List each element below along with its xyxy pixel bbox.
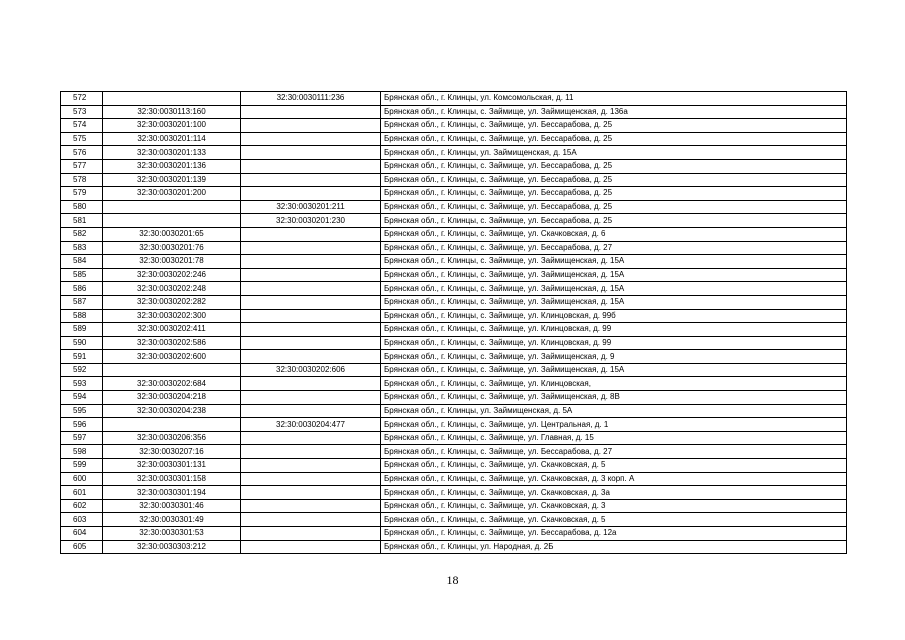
cadastral-number-alt-cell xyxy=(241,377,381,391)
cadastral-number-cell: 32:30:0030301:49 xyxy=(103,513,241,527)
cadastral-number-alt-cell: 32:30:0030204:477 xyxy=(241,418,381,432)
row-number-cell: 589 xyxy=(61,323,103,337)
cadastral-number-cell: 32:30:0030201:133 xyxy=(103,146,241,160)
cadastral-number-cell xyxy=(103,200,241,214)
cadastral-number-alt-cell xyxy=(241,431,381,445)
cadastral-number-cell: 32:30:0030201:65 xyxy=(103,227,241,241)
address-cell: Брянская обл., г. Клинцы, с. Займище, ул. Бессарабова, д. 25 xyxy=(381,214,847,228)
cadastral-number-cell: 32:30:0030202:246 xyxy=(103,268,241,282)
row-number-cell: 598 xyxy=(61,445,103,459)
row-number-cell: 573 xyxy=(61,105,103,119)
address-cell: Брянская обл., г. Клинцы, с. Займище, ул. Бессарабова, д. 25 xyxy=(381,173,847,187)
row-number-cell: 587 xyxy=(61,295,103,309)
row-number-cell: 600 xyxy=(61,472,103,486)
cadastral-number-cell: 32:30:0030201:76 xyxy=(103,241,241,255)
row-number-cell: 580 xyxy=(61,200,103,214)
cadastral-number-alt-cell xyxy=(241,486,381,500)
cadastral-number-cell: 32:30:0030204:218 xyxy=(103,391,241,405)
table-row xyxy=(61,159,847,173)
page-number: 18 xyxy=(446,573,459,587)
table-row xyxy=(61,241,847,255)
cadastral-number-cell: 32:30:0030204:238 xyxy=(103,404,241,418)
address-cell: Брянская обл., г. Клинцы, с. Займище, ул. Бессарабова, д. 12а xyxy=(381,527,847,541)
cadastral-number-cell: 32:30:0030301:131 xyxy=(103,459,241,473)
cadastral-number-alt-cell xyxy=(241,105,381,119)
cadastral-number-cell: 32:30:0030201:78 xyxy=(103,255,241,269)
table-row xyxy=(61,499,847,513)
cadastral-number-cell: 32:30:0030201:136 xyxy=(103,159,241,173)
table-row xyxy=(61,214,847,228)
row-number-cell: 584 xyxy=(61,255,103,269)
cadastral-number-alt-cell xyxy=(241,159,381,173)
table-row xyxy=(61,336,847,350)
address-cell: Брянская обл., г. Клинцы, с. Займище, ул. Бессарабова, д. 25 xyxy=(381,200,847,214)
table-row xyxy=(61,255,847,269)
table-row xyxy=(61,513,847,527)
address-cell: Брянская обл., г. Клинцы, с. Займище, ул. Бессарабова, д. 27 xyxy=(381,241,847,255)
cadastral-number-alt-cell xyxy=(241,146,381,160)
row-number-cell: 601 xyxy=(61,486,103,500)
table-row xyxy=(61,486,847,500)
row-number-cell: 572 xyxy=(61,92,103,106)
row-number-cell: 575 xyxy=(61,132,103,146)
cadastral-number-alt-cell xyxy=(241,309,381,323)
cadastral-number-cell: 32:30:0030201:100 xyxy=(103,119,241,133)
table-row xyxy=(61,92,847,106)
address-cell: Брянская обл., г. Клинцы, с. Займище, ул. Скачковская, д. 3а xyxy=(381,486,847,500)
row-number-cell: 586 xyxy=(61,282,103,296)
table-row xyxy=(61,200,847,214)
address-cell: Брянская обл., г. Клинцы, с. Займище, ул. Клинцовская, xyxy=(381,377,847,391)
row-number-cell: 583 xyxy=(61,241,103,255)
cadastral-number-alt-cell xyxy=(241,132,381,146)
address-cell: Брянская обл., г. Клинцы, с. Займище, ул. Клинцовская, д. 99 xyxy=(381,323,847,337)
row-number-cell: 597 xyxy=(61,431,103,445)
table-row xyxy=(61,418,847,432)
cadastral-number-alt-cell xyxy=(241,255,381,269)
cadastral-number-cell: 32:30:0030202:684 xyxy=(103,377,241,391)
cadastral-number-alt-cell xyxy=(241,119,381,133)
cadastral-number-cell xyxy=(103,418,241,432)
cadastral-number-alt-cell xyxy=(241,295,381,309)
address-cell: Брянская обл., г. Клинцы, с. Займище, ул. Займищенская, д. 8В xyxy=(381,391,847,405)
cadastral-number-cell: 32:30:0030113:160 xyxy=(103,105,241,119)
table-row xyxy=(61,323,847,337)
table-row xyxy=(61,350,847,364)
address-cell: Брянская обл., г. Клинцы, с. Займище, ул. Бессарабова, д. 25 xyxy=(381,132,847,146)
cadastral-number-alt-cell xyxy=(241,268,381,282)
cadastral-number-cell: 32:30:0030301:194 xyxy=(103,486,241,500)
table-row xyxy=(61,431,847,445)
row-number-cell: 582 xyxy=(61,227,103,241)
table-row xyxy=(61,105,847,119)
cadastral-number-cell: 32:30:0030202:300 xyxy=(103,309,241,323)
table-row xyxy=(61,187,847,201)
address-cell: Брянская обл., г. Клинцы, с. Займище, ул. Займищенская, д. 136а xyxy=(381,105,847,119)
row-number-cell: 602 xyxy=(61,499,103,513)
table-row xyxy=(61,391,847,405)
row-number-cell: 585 xyxy=(61,268,103,282)
address-cell: Брянская обл., г. Клинцы, с. Займище, ул. Займищенская, д. 15А xyxy=(381,268,847,282)
property-table-body xyxy=(61,92,847,554)
address-cell: Брянская обл., г. Клинцы, с. Займище, ул. Бессарабова, д. 25 xyxy=(381,187,847,201)
address-cell: Брянская обл., г. Клинцы, с. Займище, ул. Бессарабова, д. 25 xyxy=(381,119,847,133)
cadastral-number-cell: 32:30:0030202:586 xyxy=(103,336,241,350)
row-number-cell: 596 xyxy=(61,418,103,432)
address-cell: Брянская обл., г. Клинцы, с. Займище, ул. Клинцовская, д. 99б xyxy=(381,309,847,323)
address-cell: Брянская обл., г. Клинцы, с. Займище, ул. Скачковская, д. 3 корп. А xyxy=(381,472,847,486)
table-row xyxy=(61,309,847,323)
table-row xyxy=(61,119,847,133)
cadastral-number-cell: 32:30:0030206:356 xyxy=(103,431,241,445)
address-cell: Брянская обл., г. Клинцы, ул. Народная, д. 2Б xyxy=(381,540,847,554)
cadastral-number-alt-cell xyxy=(241,527,381,541)
address-cell: Брянская обл., г. Клинцы, ул. Займищенская, д. 15А xyxy=(381,146,847,160)
address-cell: Брянская обл., г. Клинцы, с. Займище, ул. Клинцовская, д. 99 xyxy=(381,336,847,350)
address-cell: Брянская обл., г. Клинцы, с. Займище, ул. Скачковская, д. 6 xyxy=(381,227,847,241)
address-cell: Брянская обл., г. Клинцы, с. Займище, ул. Скачковская, д. 5 xyxy=(381,459,847,473)
row-number-cell: 578 xyxy=(61,173,103,187)
table-row xyxy=(61,132,847,146)
address-cell: Брянская обл., г. Клинцы, с. Займище, ул. Займищенская, д. 15А xyxy=(381,282,847,296)
address-cell: Брянская обл., г. Клинцы, с. Займище, ул. Скачковская, д. 5 xyxy=(381,513,847,527)
cadastral-number-cell xyxy=(103,92,241,106)
cadastral-number-alt-cell xyxy=(241,445,381,459)
cadastral-number-alt-cell xyxy=(241,472,381,486)
cadastral-number-alt-cell xyxy=(241,227,381,241)
row-number-cell: 577 xyxy=(61,159,103,173)
cadastral-number-cell xyxy=(103,363,241,377)
address-cell: Брянская обл., г. Клинцы, с. Займище, ул. Займищенская, д. 15А xyxy=(381,255,847,269)
address-cell: Брянская обл., г. Клинцы, с. Займище, ул. Главная, д. 15 xyxy=(381,431,847,445)
cadastral-number-cell: 32:30:0030201:114 xyxy=(103,132,241,146)
cadastral-number-alt-cell xyxy=(241,513,381,527)
address-cell: Брянская обл., г. Клинцы, ул. Займищенская, д. 5А xyxy=(381,404,847,418)
row-number-cell: 576 xyxy=(61,146,103,160)
table-row xyxy=(61,227,847,241)
row-number-cell: 593 xyxy=(61,377,103,391)
row-number-cell: 603 xyxy=(61,513,103,527)
address-cell: Брянская обл., г. Клинцы, с. Займище, ул. Займищенская, д. 15А xyxy=(381,363,847,377)
cadastral-number-cell: 32:30:0030202:248 xyxy=(103,282,241,296)
address-cell: Брянская обл., г. Клинцы, с. Займище, ул. Скачковская, д. 3 xyxy=(381,499,847,513)
cadastral-number-alt-cell xyxy=(241,350,381,364)
address-cell: Брянская обл., г. Клинцы, с. Займище, ул. Займищенская, д. 15А xyxy=(381,295,847,309)
cadastral-number-alt-cell xyxy=(241,323,381,337)
cadastral-number-cell: 32:30:0030301:53 xyxy=(103,527,241,541)
cadastral-number-alt-cell xyxy=(241,404,381,418)
cadastral-number-cell: 32:30:0030303:212 xyxy=(103,540,241,554)
address-cell: Брянская обл., г. Клинцы, с. Займище, ул. Центральная, д. 1 xyxy=(381,418,847,432)
cadastral-number-cell: 32:30:0030207:16 xyxy=(103,445,241,459)
cadastral-number-alt-cell: 32:30:0030201:211 xyxy=(241,200,381,214)
table-row xyxy=(61,173,847,187)
row-number-cell: 581 xyxy=(61,214,103,228)
cadastral-number-cell: 32:30:0030202:600 xyxy=(103,350,241,364)
row-number-cell: 591 xyxy=(61,350,103,364)
cadastral-number-alt-cell: 32:30:0030111:236 xyxy=(241,92,381,106)
table-row xyxy=(61,377,847,391)
address-cell: Брянская обл., г. Клинцы, ул. Комсомольская, д. 11 xyxy=(381,92,847,106)
cadastral-number-cell xyxy=(103,214,241,228)
table-row xyxy=(61,472,847,486)
row-number-cell: 590 xyxy=(61,336,103,350)
table-row xyxy=(61,540,847,554)
address-cell: Брянская обл., г. Клинцы, с. Займище, ул. Бессарабова, д. 27 xyxy=(381,445,847,459)
cadastral-number-alt-cell xyxy=(241,336,381,350)
address-cell: Брянская обл., г. Клинцы, с. Займище, ул. Займищенская, д. 9 xyxy=(381,350,847,364)
property-table xyxy=(60,91,847,554)
table-row xyxy=(61,268,847,282)
cadastral-number-cell: 32:30:0030202:282 xyxy=(103,295,241,309)
cadastral-number-alt-cell xyxy=(241,241,381,255)
row-number-cell: 594 xyxy=(61,391,103,405)
table-row xyxy=(61,146,847,160)
address-cell: Брянская обл., г. Клинцы, с. Займище, ул. Бессарабова, д. 25 xyxy=(381,159,847,173)
cadastral-number-cell: 32:30:0030301:158 xyxy=(103,472,241,486)
cadastral-number-alt-cell xyxy=(241,187,381,201)
cadastral-number-cell: 32:30:0030301:46 xyxy=(103,499,241,513)
cadastral-number-alt-cell xyxy=(241,173,381,187)
cadastral-number-alt-cell xyxy=(241,282,381,296)
row-number-cell: 592 xyxy=(61,363,103,377)
row-number-cell: 599 xyxy=(61,459,103,473)
cadastral-number-cell: 32:30:0030201:200 xyxy=(103,187,241,201)
cadastral-number-alt-cell xyxy=(241,459,381,473)
cadastral-number-alt-cell xyxy=(241,499,381,513)
table-row xyxy=(61,445,847,459)
cadastral-number-alt-cell: 32:30:0030201:230 xyxy=(241,214,381,228)
table-row xyxy=(61,404,847,418)
row-number-cell: 605 xyxy=(61,540,103,554)
row-number-cell: 595 xyxy=(61,404,103,418)
row-number-cell: 604 xyxy=(61,527,103,541)
cadastral-number-alt-cell xyxy=(241,391,381,405)
cadastral-number-cell: 32:30:0030202:411 xyxy=(103,323,241,337)
cadastral-number-cell: 32:30:0030201:139 xyxy=(103,173,241,187)
cadastral-number-alt-cell xyxy=(241,540,381,554)
table-row xyxy=(61,459,847,473)
row-number-cell: 579 xyxy=(61,187,103,201)
table-row xyxy=(61,295,847,309)
table-row xyxy=(61,363,847,377)
cadastral-number-alt-cell: 32:30:0030202:606 xyxy=(241,363,381,377)
table-row xyxy=(61,527,847,541)
row-number-cell: 588 xyxy=(61,309,103,323)
row-number-cell: 574 xyxy=(61,119,103,133)
table-row xyxy=(61,282,847,296)
